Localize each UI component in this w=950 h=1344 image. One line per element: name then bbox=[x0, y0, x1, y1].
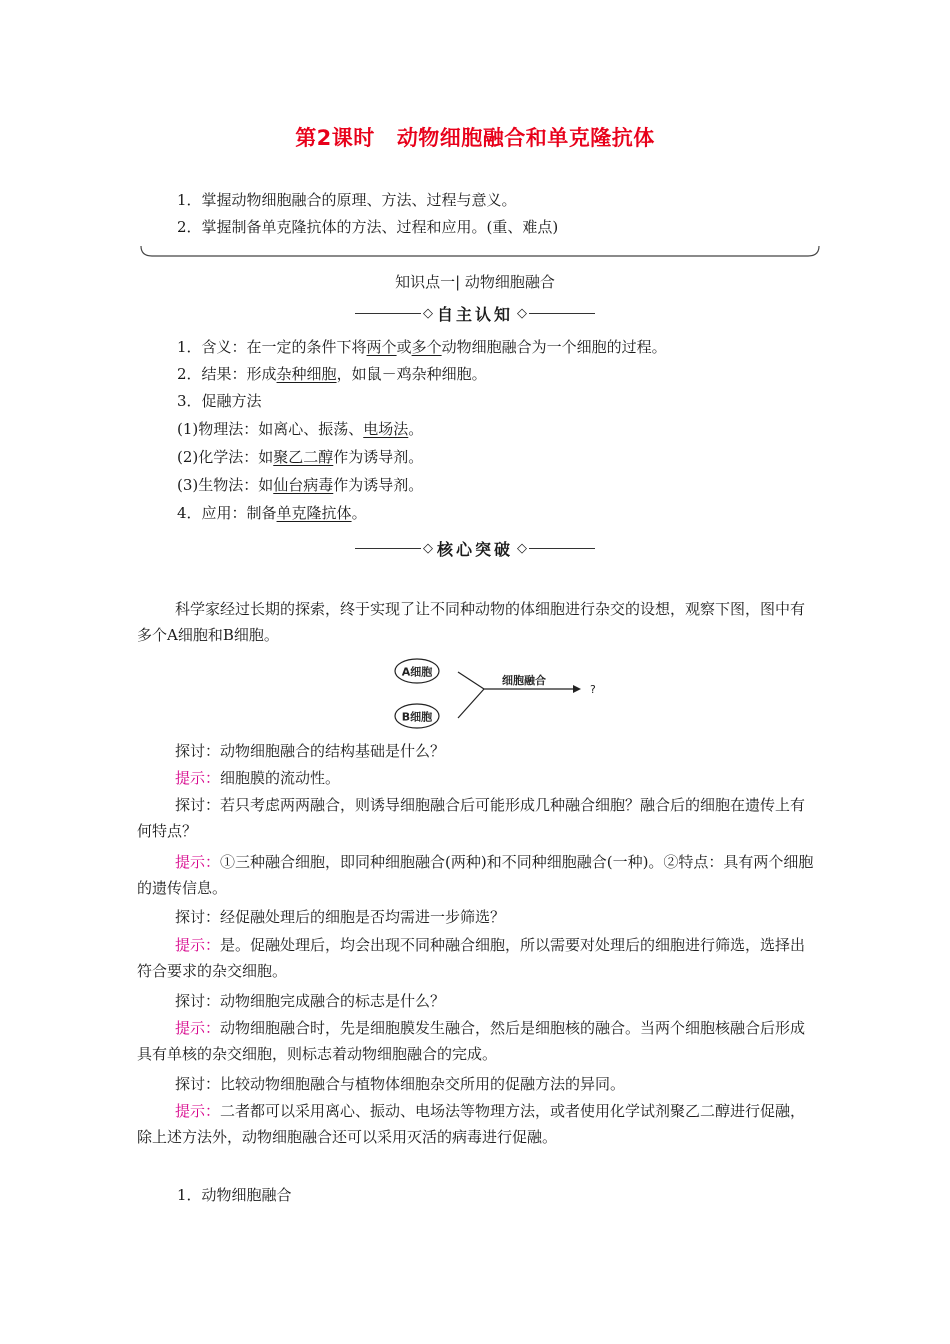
answer-3: 提示：是。促融处理后，均会出现不同种融合细胞，所以需要对处理后的细胞进行筛选，选择出符合要求的杂交细胞。 bbox=[137, 936, 806, 980]
question-1: 探讨：动物细胞融合的结构基础是什么？ bbox=[175, 742, 446, 760]
cell-fusion-diagram bbox=[392, 656, 612, 732]
diamond-icon: ◇ bbox=[517, 306, 527, 321]
knowledge-point-heading: 知识点一| 动物细胞融合 bbox=[395, 273, 555, 291]
objectives-bracket bbox=[138, 240, 822, 262]
cell-b-label: B细胞 bbox=[401, 710, 433, 724]
biological-method-line: (3)生物法：如仙台病毒作为诱导剂。 bbox=[177, 476, 424, 494]
arrow-head-icon bbox=[573, 685, 581, 693]
result-label: ? bbox=[590, 683, 596, 696]
definition-line: 1．含义：在一定的条件下将两个或多个动物细胞融合为一个细胞的过程。 bbox=[177, 338, 667, 356]
connector-b bbox=[458, 689, 484, 718]
page-title bbox=[0, 122, 950, 152]
question-2: 探讨：若只考虑两两融合，则诱导细胞融合后可能形成几种融合细胞？融合后的细胞在遗传上有何特点？ bbox=[137, 796, 806, 840]
lesson-number: 第2课时 bbox=[295, 126, 375, 150]
physical-method-line: (1)物理法：如离心、振荡、电场法。 bbox=[177, 420, 424, 438]
diamond-icon: ◇ bbox=[422, 306, 433, 321]
answer-5: 提示：二者都可以采用离心、振动、电场法等物理方法，或者使用化学试剂聚乙二醇进行促融，除上述方法外，动物细胞融合还可以采用灭活的病毒进行促融。 bbox=[137, 1102, 806, 1146]
answer-4: 提示：动物细胞融合时，先是细胞膜发生融合，然后是细胞核的融合。当两个细胞核融合后形成具有单核的杂交细胞，则标志着动物细胞融合的完成。 bbox=[137, 1019, 806, 1063]
intro-paragraph: 科学家经过长期的探索，终于实现了让不同种动物的体细胞进行杂交的设想，观察下图，图中有多个A细胞和B细胞。 bbox=[137, 600, 806, 644]
connector-a bbox=[458, 672, 484, 689]
methods-heading: 3．促融方法 bbox=[177, 392, 262, 410]
objective-1: 1．掌握动物细胞融合的原理、方法、过程与意义。 bbox=[177, 191, 517, 209]
section-core-breakthrough bbox=[0, 537, 950, 560]
summary-heading: 1．动物细胞融合 bbox=[177, 1186, 292, 1204]
lesson-topic: 动物细胞融合和单克隆抗体 bbox=[396, 126, 655, 150]
section-core-label: 核心突破 bbox=[436, 540, 513, 559]
cell-a-label: A细胞 bbox=[401, 665, 433, 679]
result-line: 2．结果：形成杂种细胞，如鼠－鸡杂种细胞。 bbox=[177, 365, 487, 383]
section-self-label: 自主认知 bbox=[436, 305, 513, 324]
answer-2: 提示：①三种融合细胞，即同种细胞融合(两种)和不同种细胞融合(一种)。②特点：具有两个细胞的遗传信息。 bbox=[137, 853, 814, 897]
application-line: 4．应用：制备单克隆抗体。 bbox=[177, 504, 367, 522]
section-self-study bbox=[0, 302, 950, 325]
diamond-icon: ◇ bbox=[517, 541, 527, 556]
question-5: 探讨：比较动物细胞融合与植物体细胞杂交所用的促融方法的异同。 bbox=[175, 1075, 626, 1093]
objective-2: 2．掌握制备单克隆抗体的方法、过程和应用。(重、难点) bbox=[177, 218, 559, 236]
diamond-icon: ◇ bbox=[422, 541, 433, 556]
question-4: 探讨：动物细胞完成融合的标志是什么？ bbox=[175, 992, 446, 1010]
process-label: 细胞融合 bbox=[502, 674, 546, 687]
answer-1: 提示：细胞膜的流动性。 bbox=[175, 769, 341, 787]
chemical-method-line: (2)化学法：如聚乙二醇作为诱导剂。 bbox=[177, 448, 424, 466]
question-3: 探讨：经促融处理后的细胞是否均需进一步筛选？ bbox=[175, 908, 506, 926]
